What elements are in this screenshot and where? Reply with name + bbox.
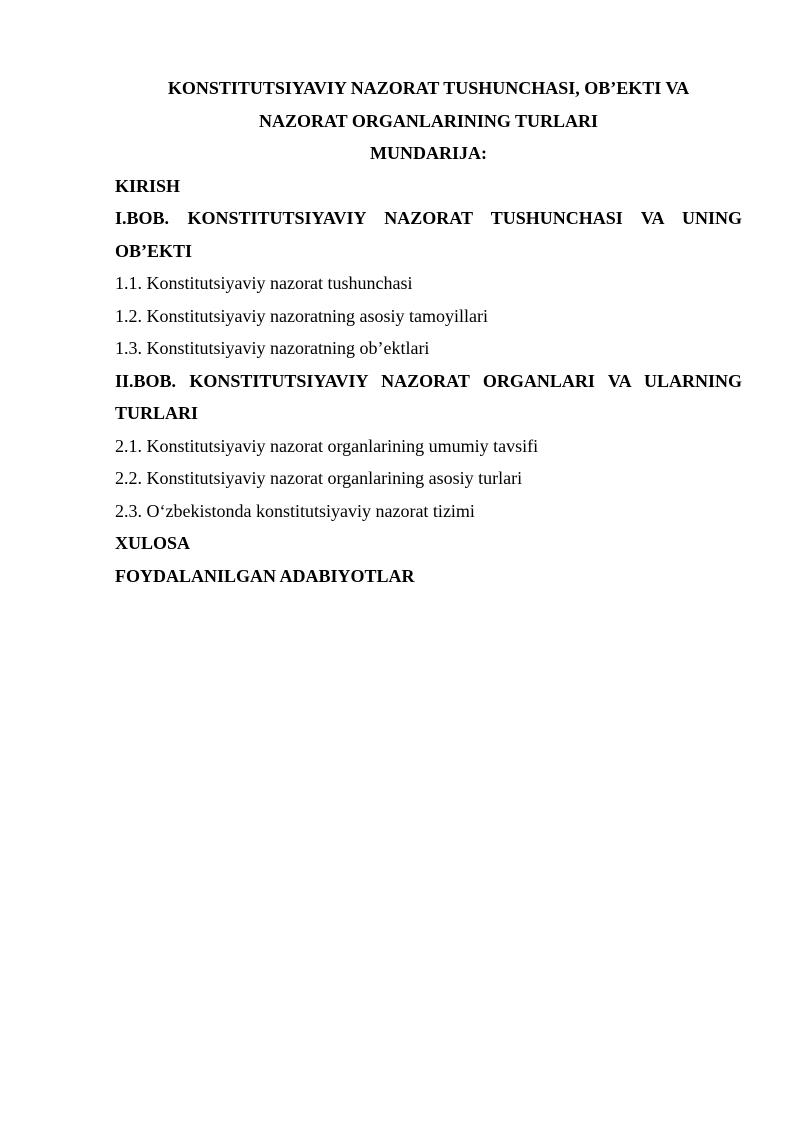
document-page: [115, 72, 742, 592]
document-title-line-2: NAZORAT ORGANLARINING TURLARI: [258, 110, 599, 131]
toc-chapter-2-title-line-1: II.BOB. KONSTITUTSIYAVIY NAZORAT ORGANLARI VA ULARNING: [115, 370, 742, 391]
toc-section-2-1: 2.1. Konstitutsiyaviy nazorat organlarining umumiy tavsifi: [115, 435, 539, 456]
toc-conclusion: XULOSA: [115, 533, 191, 553]
toc-chapter-2-title-line-2: TURLARI: [115, 403, 199, 423]
toc-chapter-1-title-line-1: I.BOB. KONSTITUTSIYAVIY NAZORAT TUSHUNCHASI VA UNING: [115, 208, 742, 228]
toc-section-1-3: 1.3. Konstitutsiyaviy nazoratning ob’ektlari: [115, 338, 430, 358]
toc-introduction: KIRISH: [115, 175, 181, 196]
toc-section-1-1: 1.1. Konstitutsiyaviy nazorat tushunchasi: [115, 273, 413, 293]
toc-references: FOYDALANILGAN ADABIYOTLAR: [115, 565, 415, 586]
document-title-line-1: KONSTITUTSIYAVIY NAZORAT TUSHUNCHASI, OB’EKTI VA: [167, 78, 690, 98]
toc-section-2-2: 2.2. Konstitutsiyaviy nazorat organlarining asosiy turlari: [115, 468, 523, 488]
toc-section-2-3: 2.3. O‘zbekistonda konstitutsiyaviy nazorat tizimi: [115, 500, 475, 521]
toc-section-1-2: 1.2. Konstitutsiyaviy nazoratning asosiy tamoyillari: [115, 305, 488, 326]
contents-heading: MUNDARIJA:: [370, 143, 487, 163]
toc-chapter-1-title-line-2: OB’EKTI: [115, 240, 193, 261]
